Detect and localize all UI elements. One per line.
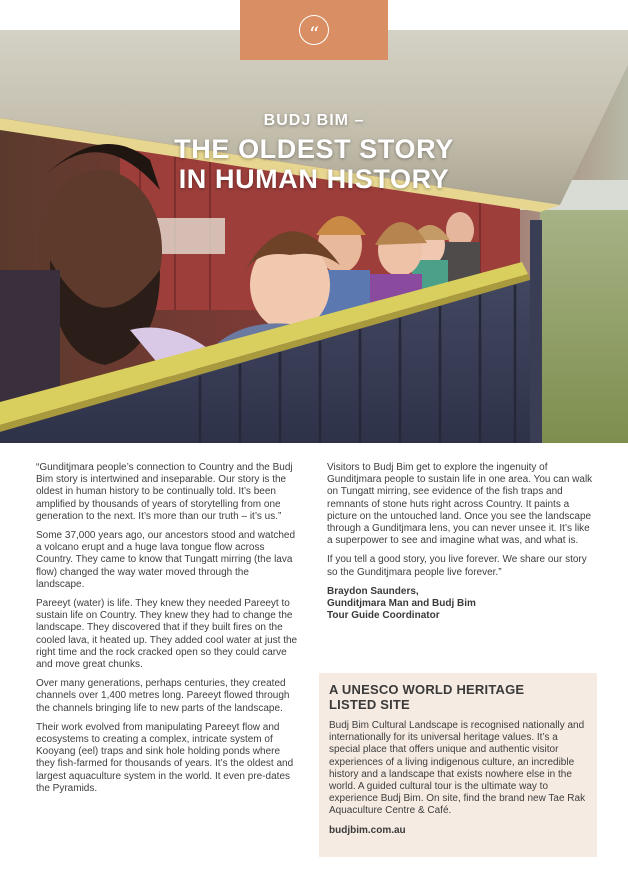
- quote-attribution: [327, 586, 597, 623]
- paragraph: If you tell a good story, you live forever. We share our story so the Gunditjmara people live forever.”: [327, 554, 587, 578]
- field-background: [540, 200, 628, 443]
- hero-kicker: BUDJ BIM –: [263, 112, 365, 129]
- hero-title: [0, 112, 628, 194]
- hero-headline: [0, 134, 628, 194]
- paragraph: Their work evolved from manipulating Pareeyt flow and ecosystems to creating a complex, intricate system of Kooyang (eel) traps and sink hole holding ponds where they fish-farmed for thousands of years. It’s the oldest and largest aquaculture system in the world. It even pre-dates the Pyramids.: [36, 721, 294, 794]
- attribution-title: Tour Guide Coordinator: [327, 610, 440, 622]
- paragraph: Some 37,000 years ago, our ancestors stood and watched a volcano erupt and a huge lava tongue flow across Country. They came to know that Tungatt mirring (the lava flow) changed the way water moved through the landscape.: [36, 530, 296, 590]
- headline-line-2: IN HUMAN HISTORY: [178, 164, 450, 194]
- paragraph: Visitors to Budj Bim get to explore the ingenuity of Gunditjmara people to sustain life in one area. You can walk on Tungatt mirring, see evidence of the fish traps and remnants of stone huts right across Country. It paints a picture on the untouched land. Once you see the landscape through a Gunditjmara lens, you can never unsee it. It’s like a superpower to see and imagine what was, and what is.: [327, 462, 593, 547]
- article-column-left: [36, 462, 298, 802]
- website-link[interactable]: budjbim.com.au: [329, 824, 406, 836]
- paragraph: “Gunditjmara people’s connection to Country and the Budj Bim story is intertwined and inseparable. Our story is the oldest in human history to be continually told. It’s been amplified by thousands of years of storytelling from one generation to the next. It’s more than our truth – it’s us.”: [36, 462, 293, 522]
- attribution-name: Braydon Saunders,: [327, 585, 419, 597]
- quote-icon: “: [299, 15, 329, 45]
- unesco-heading-line-2: LISTED SITE: [329, 696, 410, 712]
- headline-line-1: THE OLDEST STORY: [174, 134, 454, 164]
- article-column-right: [327, 462, 597, 622]
- hero-illustration: [0, 30, 628, 443]
- hero-photo: [0, 30, 628, 443]
- unesco-heading-line-1: A UNESCO WORLD HERITAGE: [329, 682, 525, 697]
- paragraph: Pareeyt (water) is life. They knew they needed Pareeyt to sustain life on Country. They knew they had to change the landscape. They discovered that if they built fires on the cooled lava, it heated up. They added cool water at just the right time and the rock cracked open so they could carve and move great chunks.: [36, 598, 298, 671]
- paragraph: Over many generations, perhaps centuries, they created channels over 1,400 metres long. Pareeyt flowed through the channels bringing life to new parts of the landscape.: [36, 678, 290, 714]
- unesco-heading: [329, 683, 587, 712]
- quote-tab: [240, 0, 388, 60]
- unesco-body: Budj Bim Cultural Landscape is recognised nationally and internationally for its universal heritage values. It’s a special place that offers unique and authentic visitor experiences of a living indigenous culture, an incredible history and a landscape that exists nowhere else in the world. A guided cultural tour is the ultimate way to experience Budj Bim. On site, find the brand new Tae Rak Aquaculture Centre & Café.: [329, 720, 586, 817]
- unesco-info-box: [319, 673, 597, 857]
- attribution-role: Gunditjmara Man and Budj Bim: [327, 598, 476, 610]
